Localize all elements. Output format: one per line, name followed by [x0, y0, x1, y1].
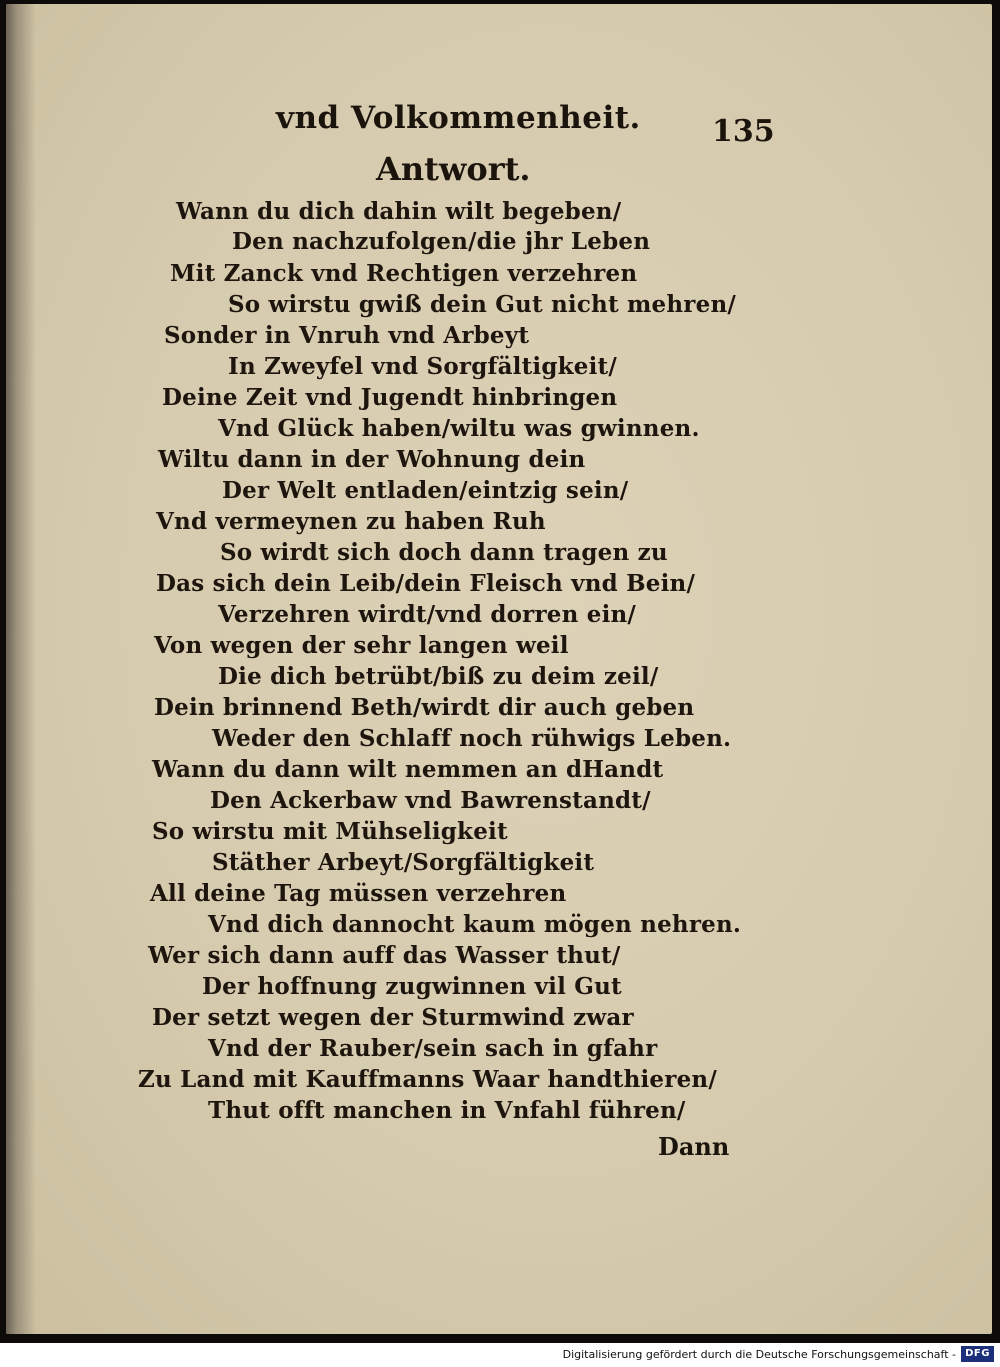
page-number: 135	[712, 114, 775, 149]
verse-line: Wann du dann wilt nemmen an dHandt	[152, 756, 664, 783]
verse-line: Den nachzufolgen/die jhr Leben	[232, 228, 651, 255]
verse-line: Vnd der Rauber/sein sach in gfahr	[208, 1035, 658, 1062]
book-page	[6, 4, 992, 1334]
verse-line: So wirstu mit Mühseligkeit	[152, 818, 508, 845]
verse-line: Vnd vermeynen zu haben Ruh	[156, 508, 546, 535]
verse-line: Der Welt entladen/eintzig sein/	[222, 477, 629, 504]
funding-credit: Digitalisierung gefördert durch die Deutsche Forschungsgemeinschaft -	[562, 1348, 956, 1361]
verse-line: Verzehren wirdt/vnd dorren ein/	[218, 601, 637, 628]
verse-line: Der hoffnung zugwinnen vil Gut	[202, 973, 622, 1000]
verse-line: Vnd Glück haben/wiltu was gwinnen.	[218, 415, 700, 442]
verse-line: Die dich betrübt/biß zu deim zeil/	[218, 663, 659, 690]
verse-line: Wer sich dann auff das Wasser thut/	[148, 942, 621, 969]
verse-line: Der setzt wegen der Sturmwind zwar	[152, 1004, 634, 1031]
verse-line: Den Ackerbaw vnd Bawrenstandt/	[210, 787, 651, 814]
verse-line: So wirdt sich doch dann tragen zu	[220, 539, 668, 566]
page-gutter-shadow	[6, 4, 36, 1334]
verse-line: Weder den Schlaff noch rühwigs Leben.	[212, 725, 732, 752]
verse-line: All deine Tag müssen verzehren	[150, 880, 567, 907]
footer-bar	[0, 1343, 1000, 1367]
dfg-logo: DFG	[961, 1346, 994, 1362]
verse-line: Sonder in Vnruh vnd Arbeyt	[164, 322, 530, 349]
section-heading: Antwort.	[376, 150, 531, 188]
verse-line: Wann du dich dahin wilt begeben/	[176, 198, 622, 225]
verse-line: Mit Zanck vnd Rechtigen verzehren	[170, 260, 638, 287]
verse-line: Wiltu dann in der Wohnung dein	[158, 446, 586, 473]
verse-line: Dein brinnend Beth/wirdt dir auch geben	[154, 694, 695, 721]
verse-line: Deine Zeit vnd Jugendt hinbringen	[162, 384, 618, 411]
verse-line: Vnd dich dannocht kaum mögen nehren.	[208, 911, 742, 938]
verse-line: Zu Land mit Kauffmanns Waar handthieren/	[138, 1066, 717, 1093]
catchword: Dann	[658, 1132, 730, 1161]
verse-line: Stäther Arbeyt/Sorgfältigkeit	[212, 849, 595, 876]
verse-line: In Zweyfel vnd Sorgfältigkeit/	[228, 353, 617, 380]
verse-line: Thut offt manchen in Vnfahl führen/	[208, 1097, 686, 1124]
verse-line: Das sich dein Leib/dein Fleisch vnd Bein/	[156, 570, 696, 597]
verse-line: So wirstu gwiß dein Gut nicht mehren/	[228, 291, 736, 318]
verse-line: Von wegen der sehr langen weil	[154, 632, 569, 659]
running-head: vnd Volkommenheit.	[276, 100, 641, 136]
